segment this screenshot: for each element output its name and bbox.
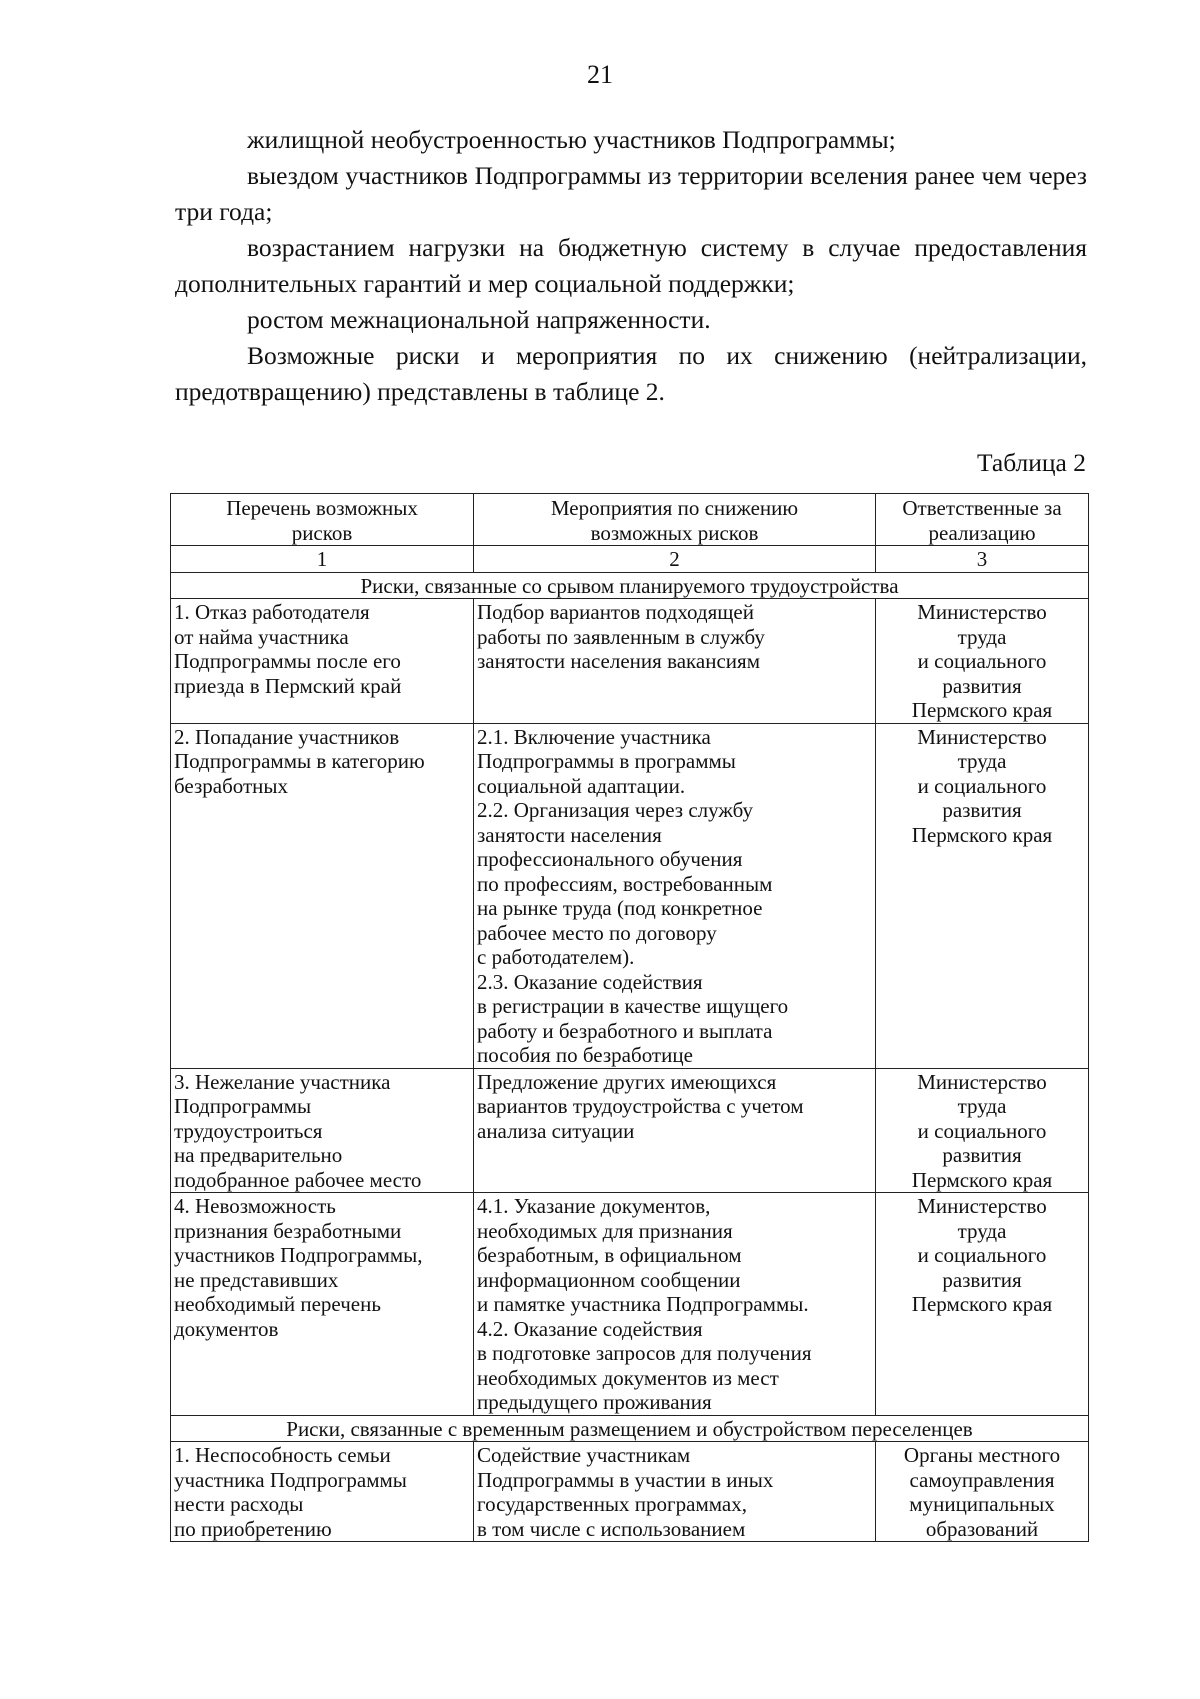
responsible-cell: Министерство труда и социального развития Пермского края bbox=[876, 723, 1089, 1068]
table-row bbox=[171, 1442, 1089, 1542]
paragraph: Возможные риски и мероприятия по их снижению (нейтрализации, предотвращению) представлены в таблице 2. bbox=[175, 341, 1087, 406]
page-number: 21 bbox=[587, 60, 613, 89]
header-measures: Мероприятия по снижению возможных рисков bbox=[474, 494, 876, 546]
responsible-cell: Министерство труда и социального развития Пермского края bbox=[876, 1068, 1089, 1193]
responsible-cell: Министерство труда и социального развития Пермского края bbox=[876, 599, 1089, 724]
risk-cell: 3. Нежелание участника Подпрограммы трудоустроиться на предварительно подобранное рабочее место bbox=[171, 1068, 474, 1193]
responsible-cell: Министерство труда и социального развития Пермского края bbox=[876, 1193, 1089, 1416]
table-row bbox=[171, 1068, 1089, 1193]
table-row bbox=[171, 599, 1089, 724]
paragraph: ростом межнациональной напряженности. bbox=[247, 305, 711, 334]
paragraph: возрастанием нагрузки на бюджетную систему в случае предоставления дополнительных гарантий и мер социальной поддержки; bbox=[175, 233, 1087, 298]
column-number-row bbox=[171, 546, 1089, 573]
header-responsible: Ответственные за реализацию bbox=[876, 494, 1089, 546]
measures-cell: 4.1. Указание документов, необходимых для признания безработным, в официальном информационном сообщении и памятке участника Подпрограммы. 4.2. Оказание содействия в подготовке запросов для получения необходимых документов из мест предыдущего проживания bbox=[474, 1193, 876, 1416]
measures-cell: 2.1. Включение участника Подпрограммы в программы социальной адаптации. 2.2. Организация через службу занятости населения профессионального обучения по профессиям, востребованным на рынке труда (под конкретное рабочее место по договору с работодателем). 2.3. Оказание содействия в регистрации в качестве ищущего работу и безработного и выплата пособия по безработице bbox=[474, 723, 876, 1068]
risk-cell: 4. Невозможность признания безработными участников Подпрограммы, не представивших необходимый перечень документов bbox=[171, 1193, 474, 1416]
section-row bbox=[171, 572, 1089, 599]
measures-cell: Предложение других имеющихся вариантов трудоустройства с учетом анализа ситуации bbox=[474, 1068, 876, 1193]
table-body bbox=[171, 546, 1089, 1542]
table-row bbox=[171, 1193, 1089, 1416]
column-number: 1 bbox=[171, 546, 474, 573]
section-title: Риски, связанные с временным размещением и обустройством переселенцев bbox=[171, 1415, 1089, 1442]
measures-cell: Подбор вариантов подходящей работы по заявленным в службу занятости населения вакансиям bbox=[474, 599, 876, 724]
body-text bbox=[175, 122, 1087, 410]
header-row bbox=[171, 494, 1089, 546]
column-number: 2 bbox=[474, 546, 876, 573]
paragraph: жилищной необустроенностью участников Подпрограммы; bbox=[247, 125, 896, 154]
risk-cell: 2. Попадание участников Подпрограммы в категорию безработных bbox=[171, 723, 474, 1068]
section-row bbox=[171, 1415, 1089, 1442]
table-header bbox=[171, 494, 1089, 546]
responsible-cell: Органы местного самоуправления муниципальных образований bbox=[876, 1442, 1089, 1542]
section-title: Риски, связанные со срывом планируемого трудоустройства bbox=[171, 572, 1089, 599]
measures-cell: Содействие участникам Подпрограммы в участии в иных государственных программах, в том числе с использованием bbox=[474, 1442, 876, 1542]
risk-cell: 1. Отказ работодателя от найма участника Подпрограммы после его приезда в Пермский край bbox=[171, 599, 474, 724]
risks-table bbox=[170, 493, 1089, 1542]
risk-cell: 1. Неспособность семьи участника Подпрограммы нести расходы по приобретению bbox=[171, 1442, 474, 1542]
paragraph: выездом участников Подпрограммы из территории вселения ранее чем через три года; bbox=[175, 161, 1087, 226]
column-number: 3 bbox=[876, 546, 1089, 573]
header-risks: Перечень возможных рисков bbox=[171, 494, 474, 546]
table-row bbox=[171, 723, 1089, 1068]
table-caption: Таблица 2 bbox=[976, 448, 1086, 477]
